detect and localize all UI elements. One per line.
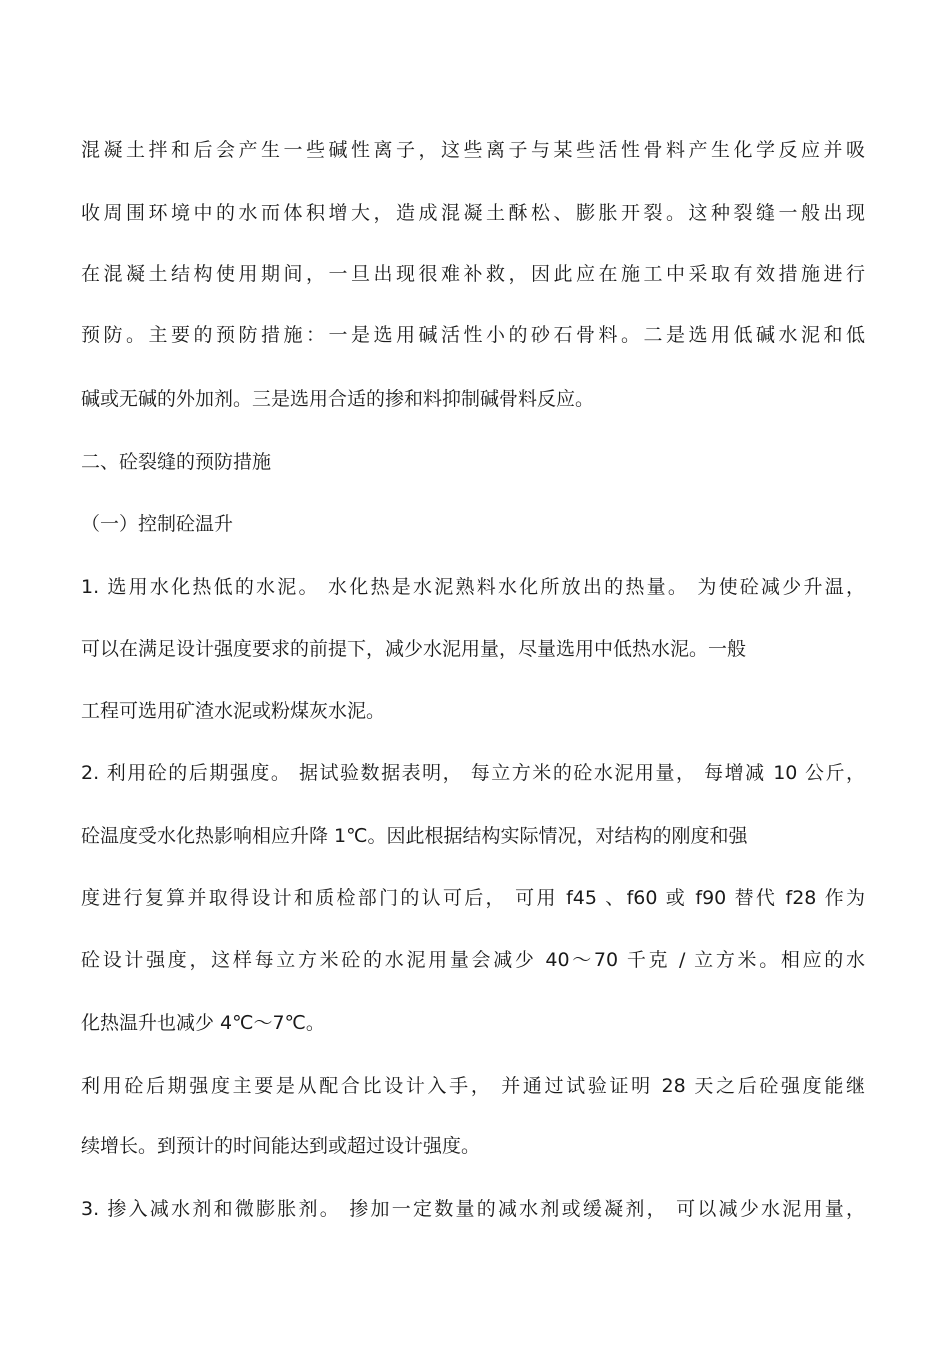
paragraph-line-14: 砼设计强度，这样每立方米砼的水泥用量会减少 40～70 千克 / 立方米。相应的水 bbox=[81, 949, 865, 971]
paragraph-line-13: 度进行复算并取得设计和质检部门的认可后， 可用 f45 、f60 或 f90 替代 f28 作为 bbox=[81, 887, 865, 909]
section-heading: 二、砼裂缝的预防措施 bbox=[81, 451, 272, 473]
paragraph-line-5: 碱或无碱的外加剂。三是选用合适的掺和料抑制碱骨料反应。 bbox=[81, 388, 595, 410]
paragraph-line-17: 续增长。到预计的时间能达到或超过设计强度。 bbox=[81, 1135, 481, 1157]
paragraph-line-1: 混凝土拌和后会产生一些碱性离子，这些离子与某些活性骨料产生化学反应并吸 bbox=[81, 139, 865, 161]
paragraph-line-11: 2. 利用砼的后期强度。 据试验数据表明， 每立方米的砼水泥用量， 每增减 10 公斤， bbox=[81, 762, 865, 784]
paragraph-line-4: 预防。主要的预防措施：一是选用碱活性小的砂石骨料。二是选用低碱水泥和低 bbox=[81, 324, 865, 346]
paragraph-line-3: 在混凝土结构使用期间，一旦出现很难补救，因此应在施工中采取有效措施进行 bbox=[81, 263, 865, 285]
paragraph-line-16: 利用砼后期强度主要是从配合比设计入手， 并通过试验证明 28 天之后砼强度能继 bbox=[81, 1075, 865, 1097]
paragraph-line-15: 化热温升也减少 4℃～7℃。 bbox=[81, 1012, 325, 1034]
subsection-heading: （一）控制砼温升 bbox=[81, 513, 234, 535]
paragraph-line-8: 1. 选用水化热低的水泥。 水化热是水泥熟料水化所放出的热量。 为使砼减少升温， bbox=[81, 576, 865, 598]
paragraph-line-2: 收周围环境中的水而体积增大，造成混凝土酥松、膨胀开裂。这种裂缝一般出现 bbox=[81, 202, 865, 224]
paragraph-line-10: 工程可选用矿渣水泥或粉煤灰水泥。 bbox=[81, 700, 386, 722]
paragraph-line-18: 3. 掺入减水剂和微膨胀剂。 掺加一定数量的减水剂或缓凝剂， 可以减少水泥用量， bbox=[81, 1198, 865, 1220]
paragraph-line-12: 砼温度受水化热影响相应升降 1℃。因此根据结构实际情况，对结构的刚度和强 bbox=[81, 825, 748, 847]
paragraph-line-9: 可以在满足设计强度要求的前提下，减少水泥用量，尽量选用中低热水泥。一般 bbox=[81, 638, 747, 660]
